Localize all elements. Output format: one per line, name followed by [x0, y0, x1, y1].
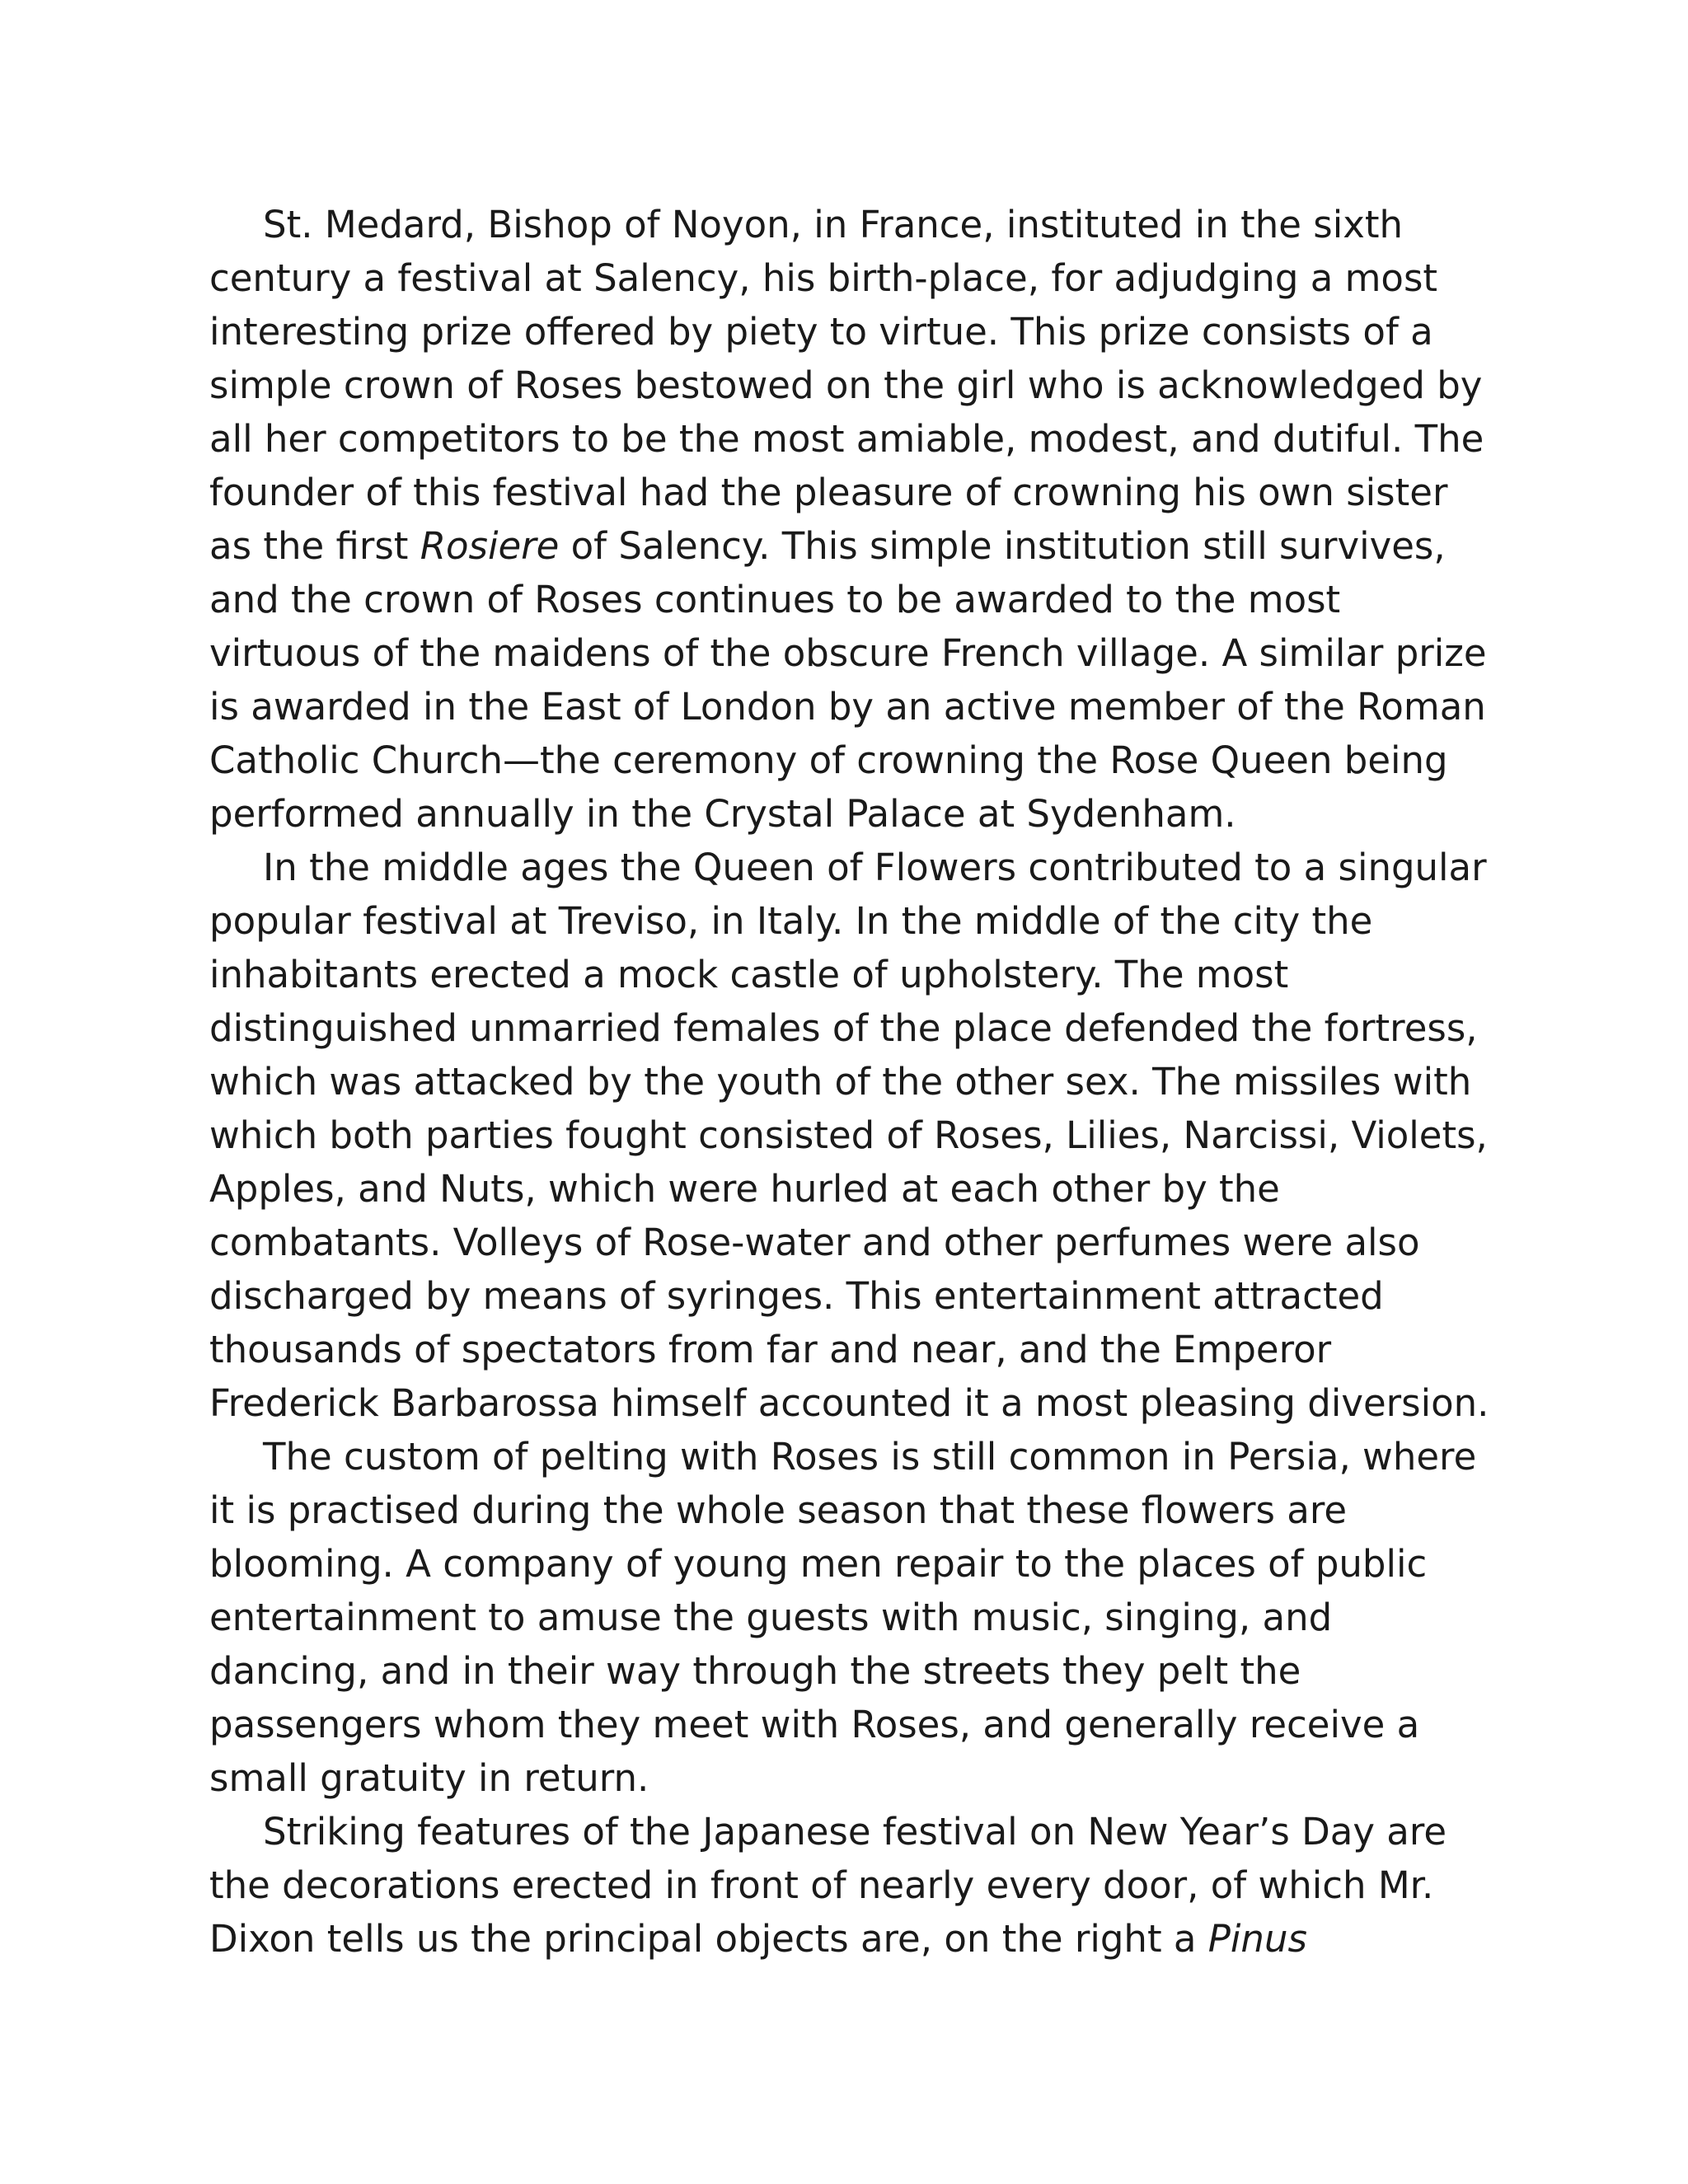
- text-run: performed annually in the Crystal Palace at Sydenham.: [209, 792, 1236, 836]
- text-line: [209, 359, 1495, 412]
- text-run: Apples, and Nuts, which were hurled at each other by the: [209, 1167, 1280, 1211]
- text-line: [209, 1537, 1495, 1591]
- text-line: [209, 733, 1495, 787]
- text-line: [209, 412, 1495, 466]
- text-run: St. Medard, Bishop of Noyon, in France, instituted in the sixth: [263, 203, 1404, 246]
- text-run: inhabitants erected a mock castle of upholstery. The most: [209, 953, 1289, 996]
- text-run: distinguished unmarried females of the place defended the fortress,: [209, 1006, 1478, 1050]
- text-line: [209, 198, 1495, 251]
- text-run: all her competitors to be the most amiable, modest, and dutiful. The: [209, 417, 1484, 461]
- text-run: entertainment to amuse the guests with music, singing, and: [209, 1596, 1333, 1639]
- text-run: discharged by means of syringes. This entertainment attracted: [209, 1274, 1384, 1318]
- text-line: [209, 305, 1495, 359]
- text-line: [209, 1216, 1495, 1269]
- text-line: [209, 1912, 1495, 1966]
- text-line: [209, 948, 1495, 1001]
- text-run: dancing, and in their way through the streets they pelt the: [209, 1649, 1301, 1693]
- text-run: it is practised during the whole season that these flowers are: [209, 1488, 1348, 1532]
- text-line: [209, 1162, 1495, 1216]
- text-run: which was attacked by the youth of the other sex. The missiles with: [209, 1060, 1472, 1104]
- text-run: passengers whom they meet with Roses, and generally receive a: [209, 1703, 1420, 1746]
- text-run: of Salency. This simple institution still survives,: [559, 524, 1446, 568]
- text-line: [209, 573, 1495, 626]
- text-run: Frederick Barbarossa himself accounted it a most pleasing diversion.: [209, 1381, 1489, 1425]
- paragraph-p4: [209, 1805, 1495, 1966]
- text-line: [209, 466, 1495, 519]
- text-line: [209, 1698, 1495, 1751]
- text-line: [209, 251, 1495, 305]
- text-run: The custom of pelting with Roses is still common in Persia, where: [263, 1435, 1477, 1479]
- paragraph-p3: [209, 1430, 1495, 1805]
- paragraph-p2: [209, 841, 1495, 1430]
- text-line: [209, 519, 1495, 573]
- text-run: is awarded in the East of London by an active member of the Roman: [209, 685, 1486, 729]
- text-run: Striking features of the Japanese festival on New Year’s Day are: [263, 1810, 1447, 1854]
- text-line: [209, 1805, 1495, 1858]
- text-line: [209, 1269, 1495, 1323]
- text-line: [209, 1483, 1495, 1537]
- text-run: In the middle ages the Queen of Flowers contributed to a singular: [263, 846, 1487, 889]
- italic-term: Pinus: [1207, 1917, 1307, 1961]
- text-run: simple crown of Roses bestowed on the girl who is acknowledged by: [209, 363, 1483, 407]
- body-text: [209, 198, 1495, 1966]
- text-run: virtuous of the maidens of the obscure French village. A similar prize: [209, 631, 1487, 675]
- text-line: [209, 1108, 1495, 1162]
- text-line: [209, 1858, 1495, 1912]
- text-run: combatants. Volleys of Rose-water and other perfumes were also: [209, 1221, 1420, 1264]
- text-run: Dixon tells us the principal objects are, on the right a: [209, 1917, 1208, 1961]
- text-run: blooming. A company of young men repair to the places of public: [209, 1542, 1428, 1586]
- text-line: [209, 1430, 1495, 1483]
- text-line: [209, 1644, 1495, 1698]
- text-line: [209, 787, 1495, 841]
- text-run: small gratuity in return.: [209, 1756, 649, 1800]
- text-run: as the first: [209, 524, 420, 568]
- text-line: [209, 1323, 1495, 1376]
- text-line: [209, 1055, 1495, 1108]
- text-line: [209, 1751, 1495, 1805]
- text-line: [209, 894, 1495, 948]
- text-run: century a festival at Salency, his birth-place, for adjudging a most: [209, 256, 1438, 300]
- text-line: [209, 680, 1495, 733]
- text-run: which both parties fought consisted of Roses, Lilies, Narcissi, Violets,: [209, 1113, 1488, 1157]
- text-run: and the crown of Roses continues to be awarded to the most: [209, 578, 1341, 621]
- text-run: the decorations erected in front of nearly every door, of which Mr.: [209, 1863, 1434, 1907]
- text-run: thousands of spectators from far and near, and the Emperor: [209, 1328, 1332, 1371]
- text-run: Catholic Church—the ceremony of crowning the Rose Queen being: [209, 738, 1448, 782]
- text-run: popular festival at Treviso, in Italy. In the middle of the city the: [209, 899, 1373, 943]
- italic-term: Rosiere: [420, 524, 560, 568]
- text-line: [209, 1376, 1495, 1430]
- text-run: interesting prize offered by piety to virtue. This prize consists of a: [209, 310, 1433, 354]
- text-line: [209, 1001, 1495, 1055]
- text-line: [209, 841, 1495, 894]
- text-run: founder of this festival had the pleasure of crowning his own sister: [209, 471, 1448, 514]
- text-line: [209, 1591, 1495, 1644]
- text-line: [209, 626, 1495, 680]
- paragraph-p1: [209, 198, 1495, 841]
